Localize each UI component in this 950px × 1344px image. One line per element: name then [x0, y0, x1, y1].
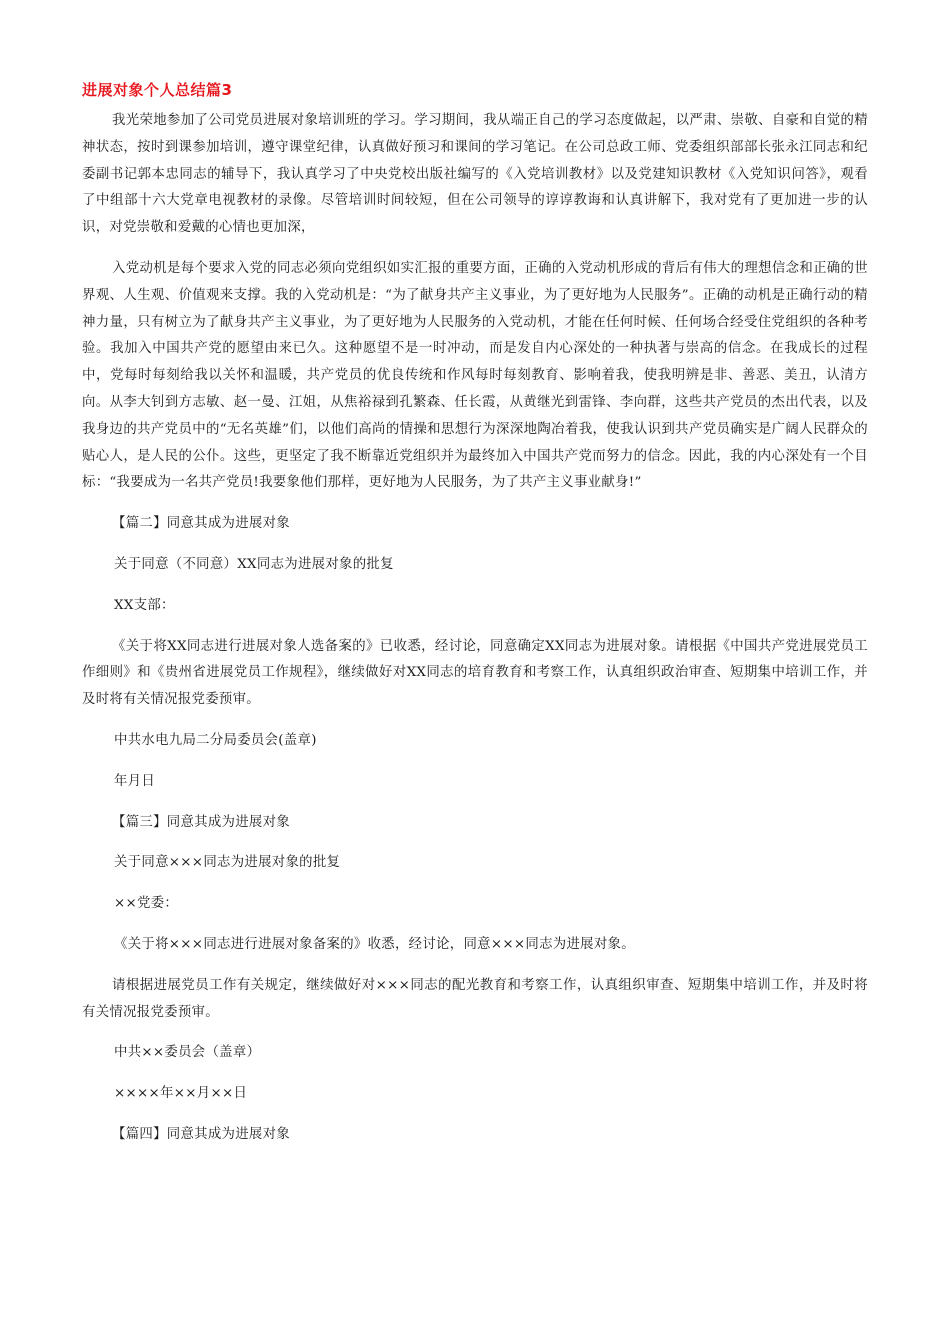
section-3-body-1: 《关于将×××同志进行进展对象备案的》收悉，经讨论，同意×××同志为进展对象。: [114, 936, 635, 952]
section-3-date: ××××年××月××日: [114, 1086, 248, 1102]
section-2-body: 《关于将XX同志进行进展对象人选备案的》已收悉，经讨论，同意确定XX同志为进展对象。请根据《中国共产党进展党员工作细则》和《贵州省进展党员工作规程》，继续做好对XX同志的培育教育和考察工作，认真组织政治审查、短期集中培训工作，并及时将有关情况报党委预审。: [82, 638, 868, 708]
section-2-addressee: XX支部：: [114, 597, 175, 613]
section-4-heading: 【篇四】同意其成为进展对象: [112, 1126, 290, 1142]
paragraph-training-summary: 我光荣地参加了公司党员进展对象培训班的学习。学习期间，我从端正自己的学习态度做起，以严肃、崇敬、自豪和自觉的精神状态，按时到课参加培训，遵守课堂纪律，认真做好预习和课间的学习笔记。在公司总政工师、党委组织部部长张永江同志和纪委副书记郭本忠同志的辅导下，我认真学习了中央党校出版社编写的《入党培训教材》以及党建知识教材《入党知识问答》，观看了中组部十六大党章电视教材的录像。尽管培训时间较短，但在公司领导的谆谆教诲和认真讲解下，我对党有了更加进一步的认识，对党崇敬和爱戴的心情也更加深，: [82, 113, 868, 236]
section-2-signature: 中共水电九局二分局委员会(盖章): [114, 732, 317, 748]
section-2-date: 年月日: [114, 773, 156, 789]
section-2-heading: 【篇二】同意其成为进展对象: [112, 516, 290, 532]
document-title: 进展对象个人总结篇3: [82, 81, 233, 99]
section-2-subject: 关于同意（不同意）XX同志为进展对象的批复: [114, 556, 394, 572]
section-3-body-2: 请根据进展党员工作有关规定，继续做好对×××同志的配光教育和考察工作，认真组织审查、短期集中培训工作，并及时将有关情况报党委预审。: [82, 977, 868, 1020]
section-3-heading: 【篇三】同意其成为进展对象: [112, 814, 290, 830]
paragraph-party-motivation: 入党动机是每个要求入党的同志必须向党组织如实汇报的重要方面，正确的入党动机形成的背后有伟大的理想信念和正确的世界观、人生观、价值观来支撑。我的入党动机是：“为了献身共产主义事业，为了更好地为人民服务”。正确的动机是正确行动的精神力量，只有树立为了献身共产主义事业，为了更好地为人民服务的入党动机，才能在任何时候、任何场合经受住党组织的各种考验。我加入中国共产党的愿望由来已久。这种愿望不是一时冲动，而是发自内心深处的一种执著与崇高的信念。在我成长的过程中，党每时每刻给我以关怀和温暖，共产党员的优良传统和作风每时每刻教育、影响着我，使我明辨是非、善恶、美丑，认清方向。从李大钊到方志敏、赵一曼、江姐，从焦裕禄到孔繁森、任长霞，从黄继光到雷锋、李向群，这些共产党员的杰出代表，以及我身边的共产党员中的“无名英雄”们，以他们高尚的情操和思想行为深深地陶冶着我，使我认识到共产党员确实是广阔人民群众的贴心人，是人民的公仆。这些，更坚定了我不断靠近党组织并为最终加入中国共产党而努力的信念。因此，我的内心深处有一个目标：“我要成为一名共产党员!我要象他们那样，更好地为人民服务，为了共产主义事业献身!”: [82, 260, 868, 491]
section-3-addressee: ××党委：: [114, 896, 179, 912]
document-page: [82, 78, 868, 1149]
section-3-signature: 中共××委员会（盖章）: [114, 1045, 261, 1061]
section-3-subject: 关于同意×××同志为进展对象的批复: [114, 855, 341, 871]
